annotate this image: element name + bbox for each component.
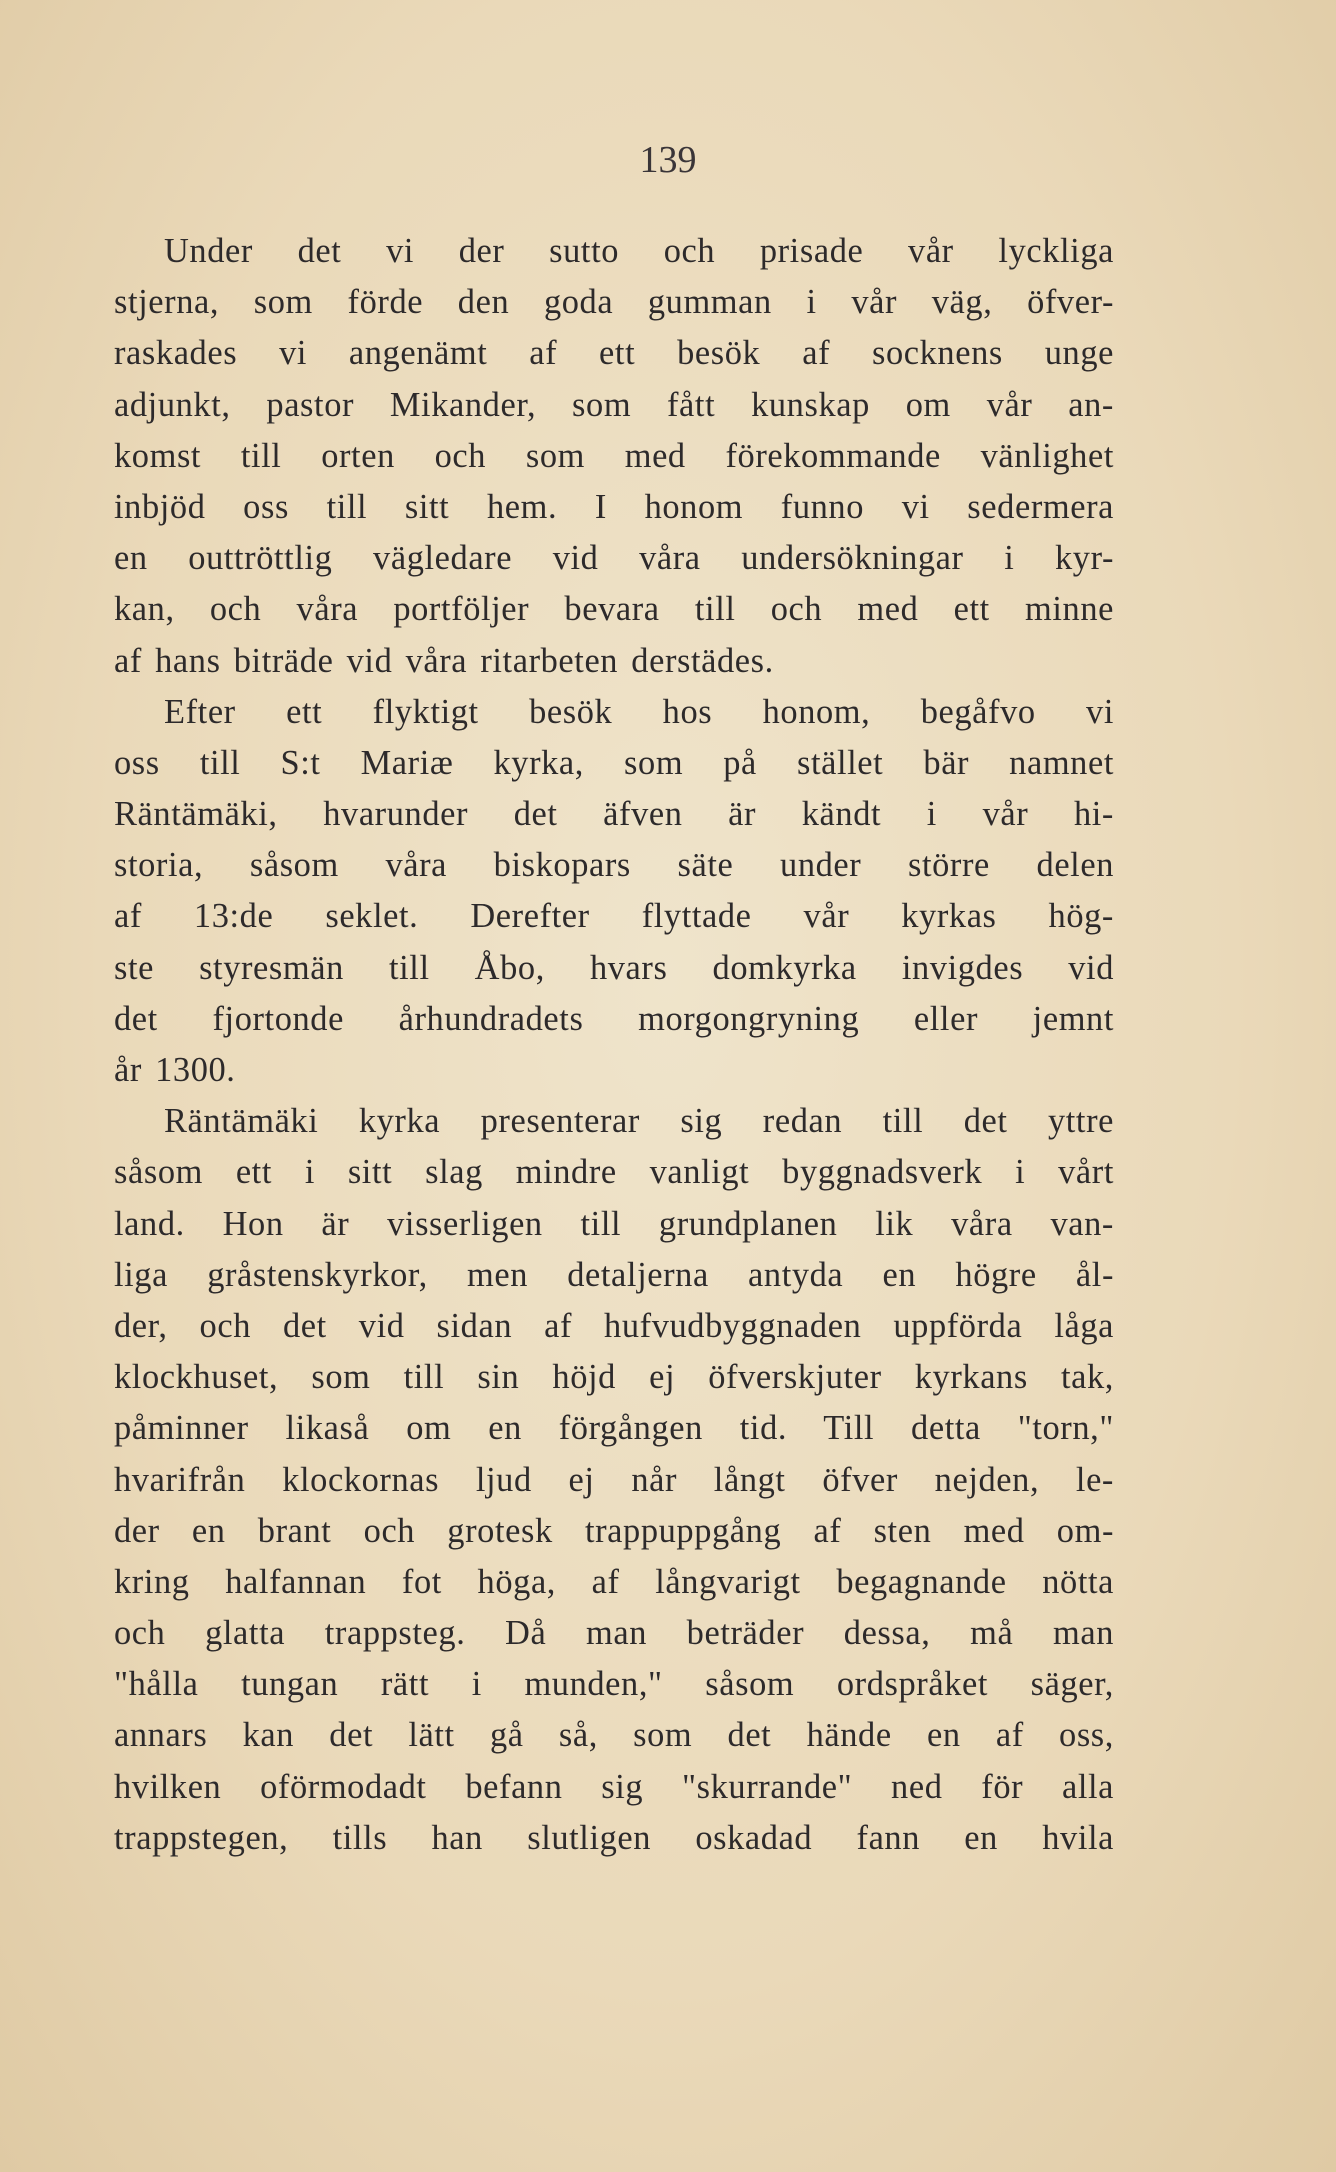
text-line: inbjöd oss till sitt hem. I honom funno vi sedermera: [114, 487, 1114, 526]
text-line: af 13:de seklet. Derefter flyttade vår kyrkas hög-: [114, 897, 1114, 936]
text-line: det fjortonde århundradets morgongryning eller jemnt: [114, 999, 1114, 1038]
text-line: der, och det vid sidan af hufvudbyggnaden uppförda låga: [114, 1306, 1114, 1345]
text-line: adjunkt, pastor Mikander, som fått kunskap om vår an-: [114, 385, 1114, 424]
text-line: kring halfannan fot höga, af långvarigt begagnande nötta: [114, 1562, 1114, 1601]
text-line: Räntämäki kyrka presenterar sig redan till det yttre: [164, 1102, 1114, 1141]
body-text: [114, 226, 1114, 1864]
text-line: komst till orten och som med förekommande vänlighet: [114, 436, 1114, 475]
text-line: Räntämäki, hvarunder det äfven är kändt i vår hi-: [114, 795, 1114, 834]
text-line: oss till S:t Mariæ kyrka, som på stället bär namnet: [114, 743, 1114, 782]
text-line: Under det vi der sutto och prisade vår lyckliga: [164, 232, 1114, 270]
text-line: land. Hon är visserligen till grundplanen lik våra van-: [114, 1204, 1114, 1243]
text-line: år 1300.: [114, 1051, 236, 1089]
text-line: klockhuset, som till sin höjd ej öfverskjuter kyrkans tak,: [114, 1358, 1114, 1397]
text-line: Efter ett flyktigt besök hos honom, begåfvo vi: [164, 692, 1114, 731]
page-number: 139: [639, 139, 697, 181]
text-line: ste styresmän till Åbo, hvars domkyrka invigdes vid: [114, 948, 1114, 987]
text-line: trappstegen, tills han slutligen oskadad fann en hvila: [114, 1818, 1114, 1857]
text-line: hvarifrån klockornas ljud ej når långt öfver nejden, le-: [114, 1460, 1114, 1499]
text-line: af hans biträde vid våra ritarbeten derstädes.: [114, 641, 774, 680]
text-line: stjerna, som förde den goda gumman i vår väg, öfver-: [114, 283, 1114, 322]
text-line: kan, och våra portföljer bevara till och med ett minne: [114, 590, 1114, 629]
text-line: en outtröttlig vägledare vid våra undersökningar i kyr-: [114, 539, 1114, 578]
text-line: raskades vi angenämt af ett besök af socknens unge: [114, 334, 1114, 373]
text-line: der en brant och grotesk trappuppgång af sten med om-: [114, 1511, 1114, 1550]
text-line: liga gråstenskyrkor, men detaljerna antyda en högre ål-: [114, 1255, 1114, 1294]
text-line: hvilken oförmodadt befann sig "skurrande" ned för alla: [114, 1767, 1114, 1806]
text-line: påminner likaså om en förgången tid. Till detta "torn,": [114, 1409, 1114, 1448]
text-line: annars kan det lätt gå så, som det hände en af oss,: [114, 1716, 1114, 1755]
text-line: "hålla tungan rätt i munden," såsom ordspråket säger,: [114, 1665, 1114, 1704]
text-line: och glatta trappsteg. Då man beträder dessa, må man: [114, 1614, 1114, 1653]
text-line: storia, såsom våra biskopars säte under större delen: [114, 846, 1114, 885]
text-line: såsom ett i sitt slag mindre vanligt byggnadsverk i vårt: [114, 1153, 1114, 1192]
